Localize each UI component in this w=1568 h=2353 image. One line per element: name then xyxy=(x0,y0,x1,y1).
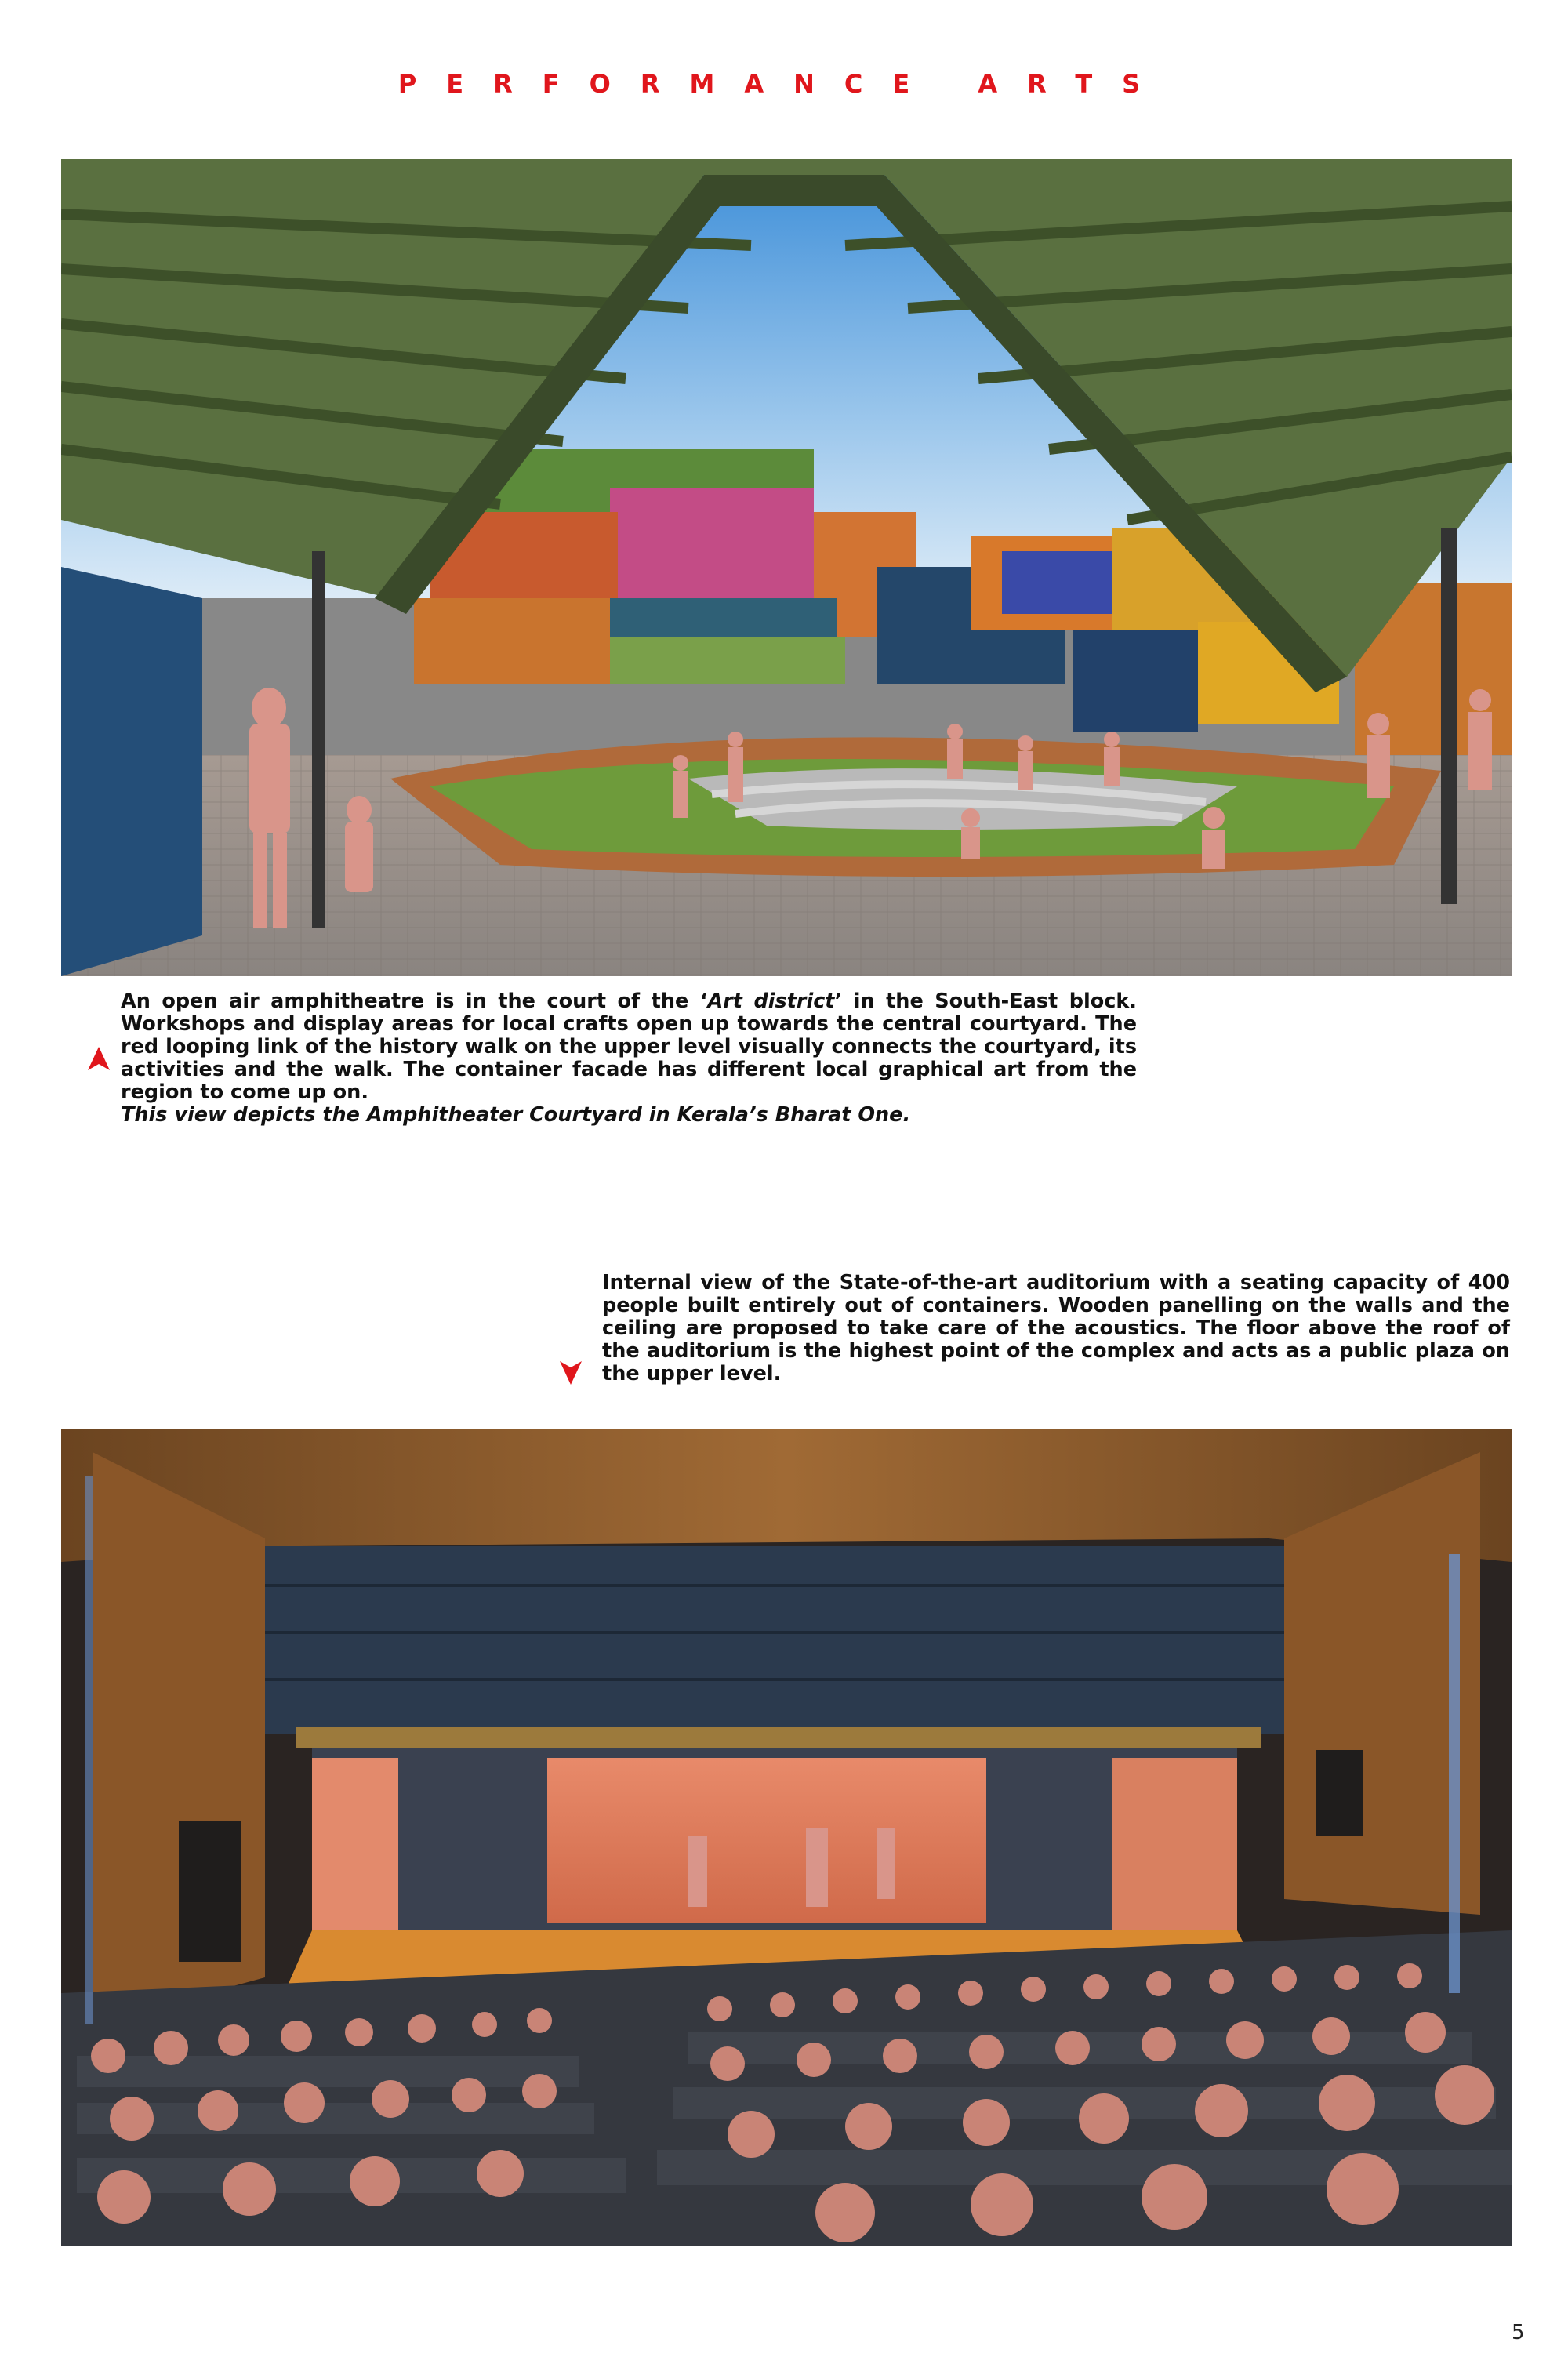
page-number: 5 xyxy=(1512,2321,1525,2344)
caption-text-after: ’ in the South-East block. Workshops and display areas for local crafts open up towards the central courtyard. The red looping link of the history walk on the upper level visually connects the courtyard, its activities and the walk. The container facade has different local graphical art from the region to come up on. xyxy=(121,989,1137,1104)
amphitheatre-courtyard-image xyxy=(61,159,1512,976)
page-title: PERFORMANCE ARTS xyxy=(397,69,1171,99)
art-district-emphasis: Art district xyxy=(707,989,835,1013)
arrow-up-icon xyxy=(88,1047,110,1070)
caption-text-before: An open air amphitheatre is in the court of the ‘ xyxy=(121,989,708,1013)
amphitheatre-caption xyxy=(121,990,1137,1127)
auditorium-interior-image xyxy=(61,1429,1512,2246)
auditorium-caption: Internal view of the State-of-the-art auditorium with a seating capacity of 400 people built entirely out of containers. Wooden panelling on the walls and the ceiling are proposed to take care of the acoustics. The floor above the roof of the auditorium is the highest point of the complex and acts as a public plaza on the upper level. xyxy=(602,1271,1510,1385)
arrow-down-icon xyxy=(560,1361,582,1385)
caption-italic-note: This view depicts the Amphitheater Courtyard in Kerala’s Bharat One. xyxy=(121,1103,911,1127)
